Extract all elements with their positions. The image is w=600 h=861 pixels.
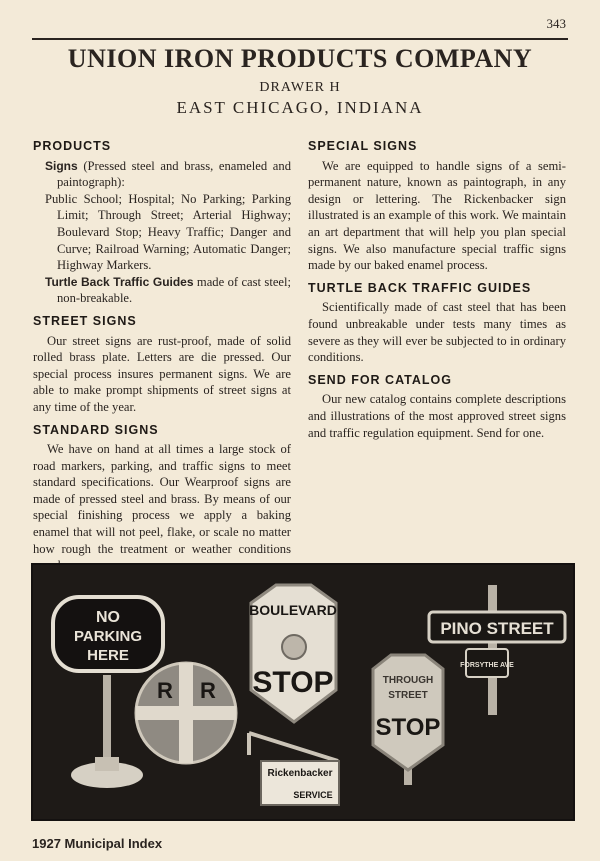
- right-column: [308, 136, 566, 441]
- products-heading: PRODUCTS: [33, 139, 112, 153]
- catalog-heading: SEND FOR CATALOG: [308, 372, 453, 387]
- standard-signs-heading: STANDARD SIGNS: [33, 422, 159, 437]
- company-drawer: DRAWER H: [259, 80, 341, 95]
- service-text: SERVICE: [293, 790, 333, 800]
- turtle-back-heading: TURTLE BACK TRAFFIC GUIDES: [308, 280, 532, 295]
- special-signs-heading: SPECIAL SIGNS: [308, 139, 418, 153]
- no-parking-line-1: NO: [96, 609, 120, 626]
- signs-photo: [31, 563, 575, 821]
- products-signs: [33, 158, 291, 191]
- catalog-text: Our new catalog contains complete descriptions and illustrations of the most approved street signs and traffic regulation equipment. Send for one.: [308, 392, 566, 440]
- street-signs-heading: STREET SIGNS: [33, 313, 137, 328]
- company-name: UNION IRON PRODUCTS COMPANY: [67, 44, 533, 73]
- street-signs-text: Our street signs are rust-proof, made of solid rolled brass plate. Letters are die pressed. Our special process insures permanent signs. We are able to make prompt shipments of street signs at any time of the year.: [33, 333, 291, 414]
- left-column: [33, 136, 291, 574]
- turtle-desc: made of cast steel; non-breakable.: [57, 274, 291, 306]
- forsythe-text: FORSYTHE AVE: [460, 662, 514, 669]
- pino-street-text: PINO STREET: [440, 619, 554, 638]
- turtle-label: Turtle Back Traffic Guides: [45, 274, 194, 289]
- special-signs-text: We are equipped to handle signs of a semi-permanent nature, known as paintograph, in any design or lettering. The Rickenbacker sign illustrated is an example of this work. We maintain an art department that will help you plan special signs. We also manufacture special traffic signs made by our baked enamel process.: [308, 158, 566, 273]
- rr-right: R: [200, 678, 216, 703]
- company-city: EAST CHICAGO, INDIANA: [176, 98, 424, 117]
- products-turtle: [33, 274, 291, 307]
- page-number: 343: [546, 16, 566, 31]
- no-parking-line-3: HERE: [87, 647, 129, 664]
- boulevard-text: BOULEVARD: [249, 602, 337, 618]
- rickenbacker-text: Rickenbacker: [267, 768, 333, 779]
- header-rule: [32, 38, 568, 40]
- railroad-sign: [136, 663, 236, 763]
- rr-left: R: [157, 678, 173, 703]
- through-line-1: THROUGH: [382, 675, 434, 686]
- turtle-back-text: Scientifically made of cast steel that has been found unbreakable under tests many times as severe as they will ever be subjected to in ordinary conditions.: [308, 300, 566, 365]
- no-parking-line-2: PARKING: [73, 628, 143, 645]
- through-line-2: STREET: [388, 690, 428, 701]
- signs-label: Signs: [45, 158, 78, 173]
- signs-desc: (Pressed steel and brass, enameled and paintograph):: [57, 158, 291, 190]
- signs-list: Public School; Hospital; No Parking; Parking Limit; Through Street; Arterial Highway; Boulevard Stop; Heavy Traffic; Danger and Curve; Railroad Warning; Automatic Danger; Highway Markers.: [45, 191, 291, 273]
- boulevard-stop-text: STOP: [252, 666, 334, 699]
- standard-signs-text: We have on hand at all times a large stock of road markers, parking, and traffic signs to meet standard specifications. Our Wearproof signs are made of pressed steel and brass. By means of our special finishing process we apply a baking enamel that will not peel, flake, or scale no matter how rough the treatment or weather conditions: [33, 442, 291, 556]
- footer: 1927 Municipal Index: [32, 836, 163, 851]
- through-stop-text: STOP: [375, 714, 441, 741]
